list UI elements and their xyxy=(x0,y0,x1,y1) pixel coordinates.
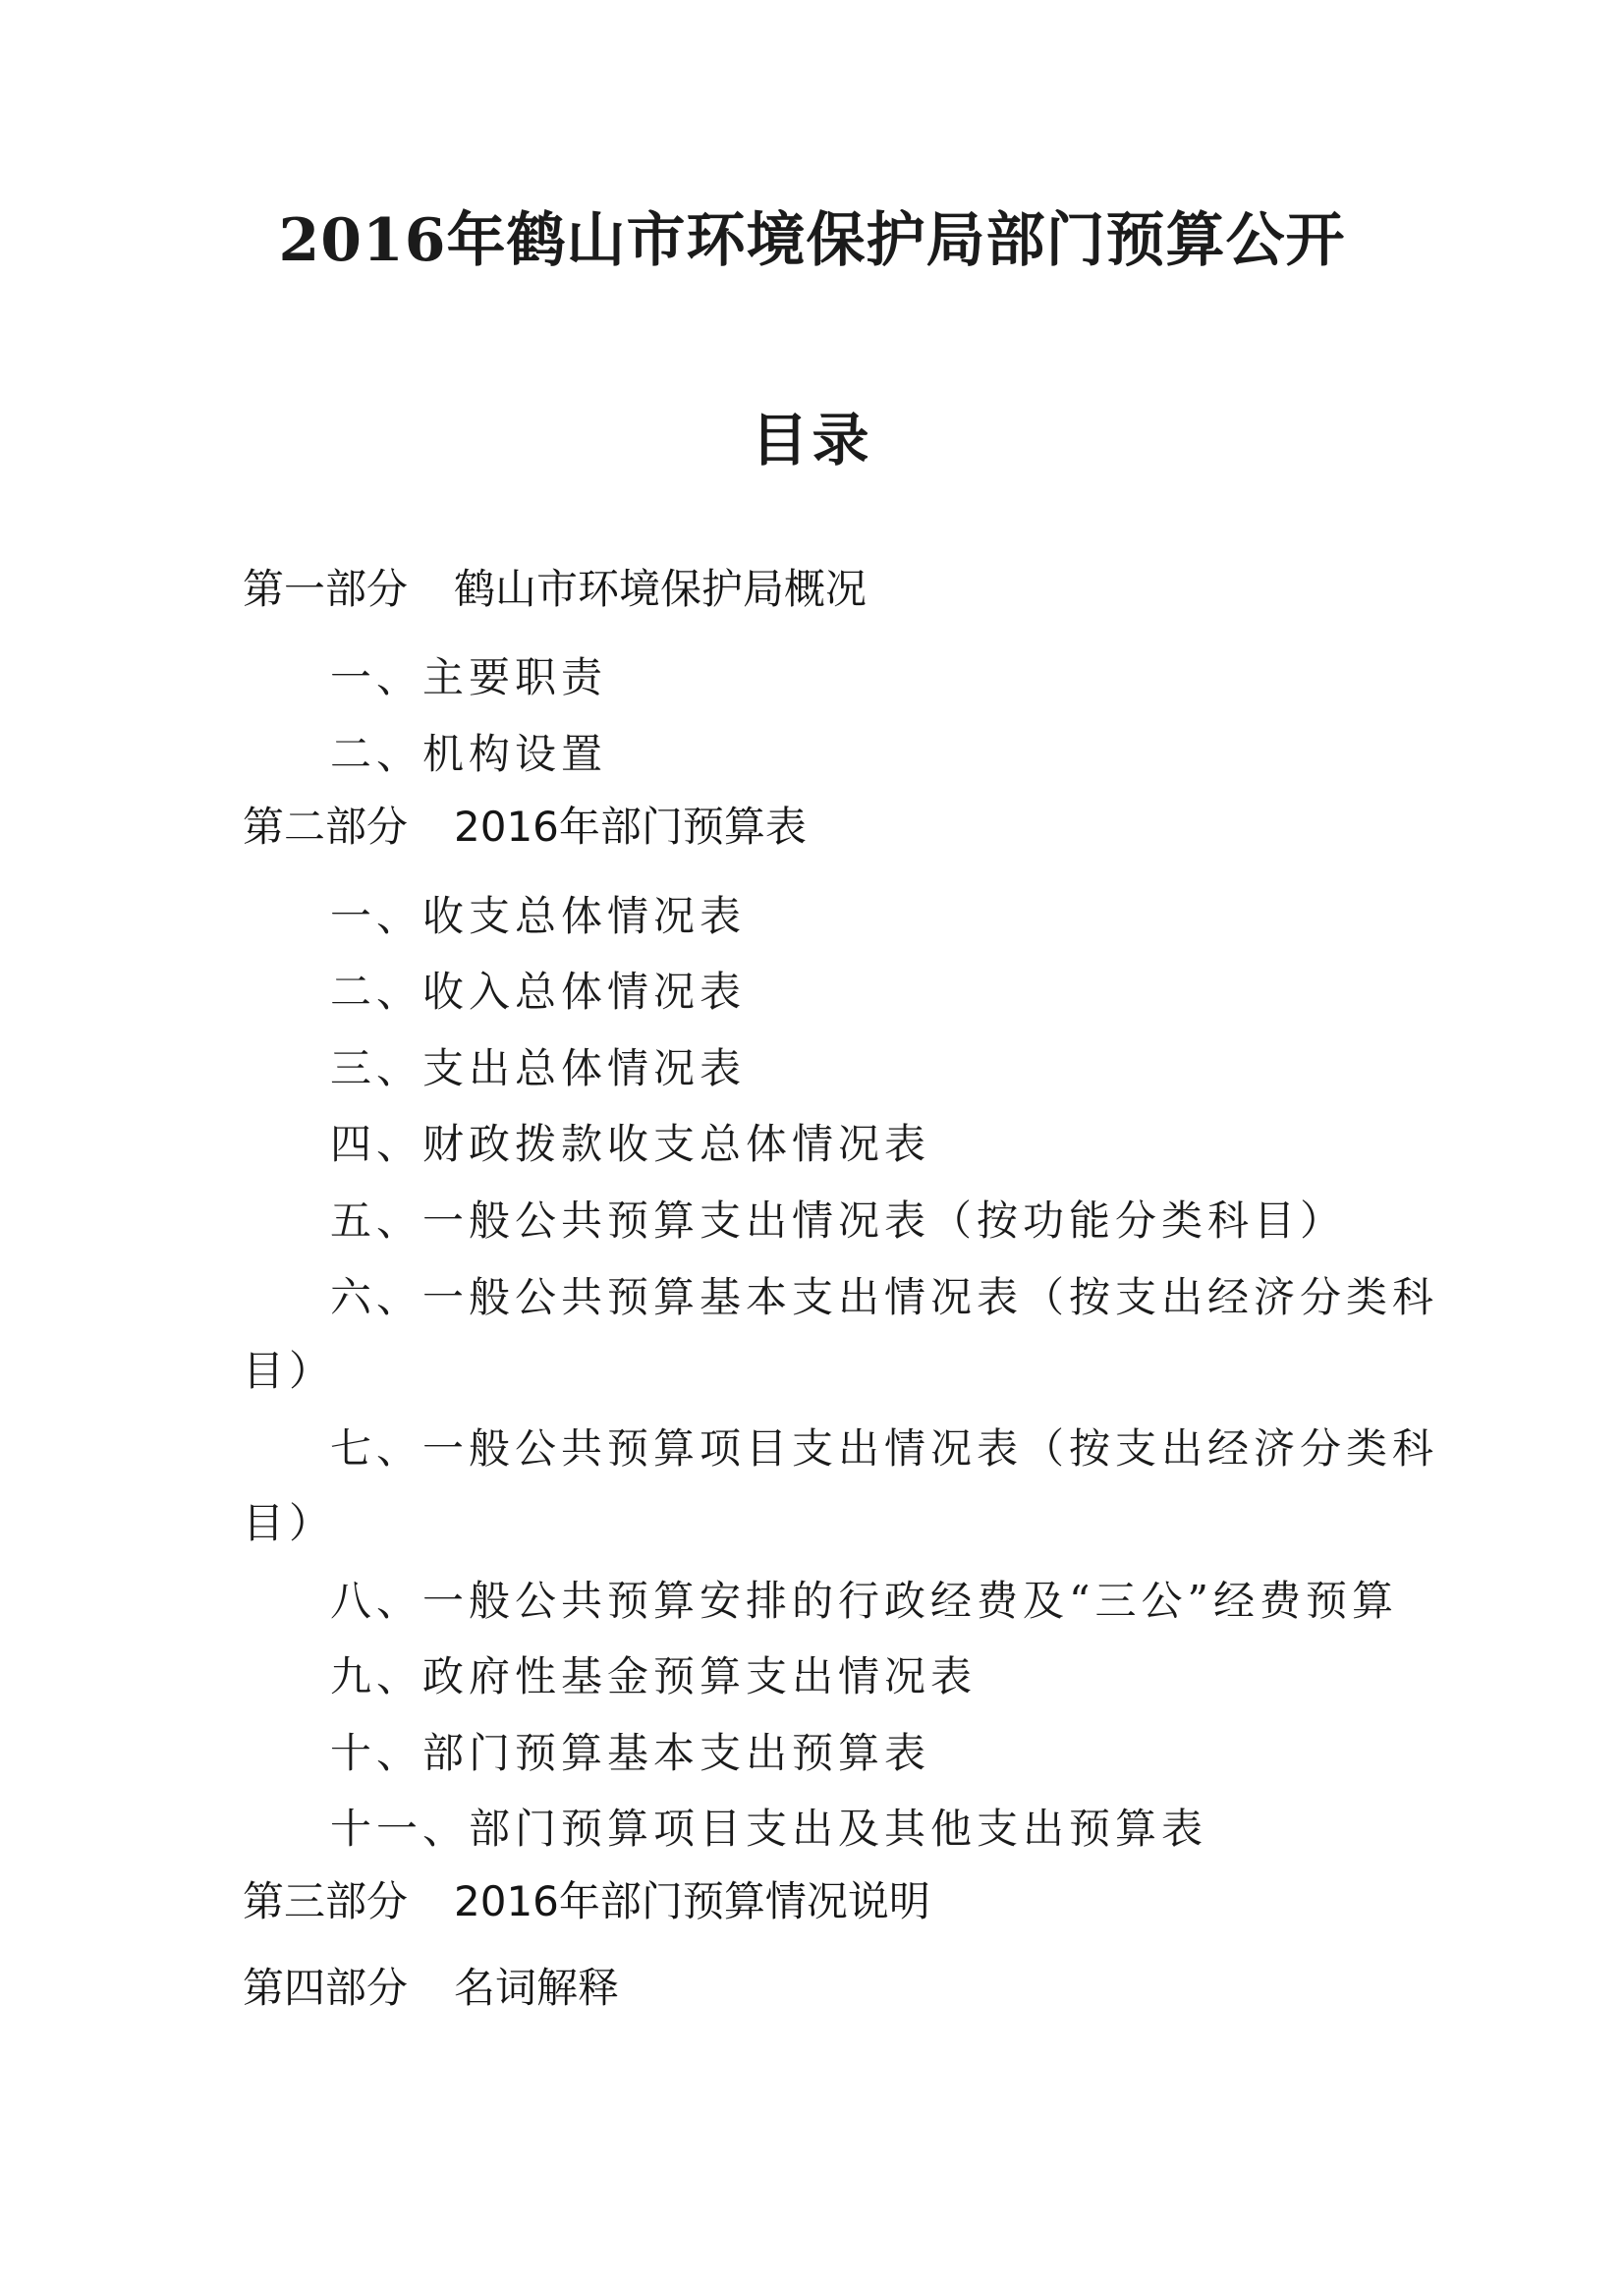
toc-item[interactable]: 八、一般公共预算安排的行政经费及“三公”经费预算 xyxy=(330,1577,1398,1625)
toc-item[interactable]: 十、部门预算基本支出预算表 xyxy=(330,1729,931,1777)
toc-item[interactable]: 一、收支总体情况表 xyxy=(330,892,747,940)
toc-item[interactable]: 二、机构设置 xyxy=(330,730,608,778)
toc-item[interactable]: 四、财政拨款收支总体情况表 xyxy=(330,1120,931,1168)
toc-item-continuation[interactable]: 目） xyxy=(243,1499,336,1547)
toc-item[interactable]: 二、收入总体情况表 xyxy=(330,968,747,1016)
toc-item-continuation[interactable]: 目） xyxy=(243,1347,336,1395)
toc-part-title: 鹤山市环境保护局概况 xyxy=(454,565,868,613)
toc-item[interactable]: 六、一般公共预算基本支出情况表（按支出经济分类科 xyxy=(330,1273,1439,1321)
toc-part-label: 第一部分 xyxy=(243,565,409,613)
toc-item[interactable]: 十一、部门预算项目支出及其他支出预算表 xyxy=(330,1805,1208,1853)
toc-part-title: 2016年部门预算情况说明 xyxy=(454,1877,930,1925)
toc-part-label: 第四部分 xyxy=(243,1964,409,2012)
toc-part-title: 2016年部门预算表 xyxy=(454,803,807,851)
toc-part-1[interactable] xyxy=(243,560,867,619)
toc-item[interactable]: 一、主要职责 xyxy=(330,653,608,701)
toc-item[interactable]: 五、一般公共预算支出情况表（按功能分类科目） xyxy=(330,1197,1347,1245)
document-title: 2016年鹤山市环境保护局部门预算公开 xyxy=(278,206,1346,275)
toc-part-4[interactable] xyxy=(243,1959,619,2018)
toc-heading: 目录 xyxy=(751,407,873,473)
toc-part-2[interactable] xyxy=(243,798,807,857)
toc-item[interactable]: 三、支出总体情况表 xyxy=(330,1044,747,1092)
toc-item[interactable]: 九、政府性基金预算支出情况表 xyxy=(330,1652,978,1700)
toc-part-label: 第三部分 xyxy=(243,1877,409,1925)
toc-part-title: 名词解释 xyxy=(454,1964,620,2012)
toc-item[interactable]: 七、一般公共预算项目支出情况表（按支出经济分类科 xyxy=(330,1424,1439,1473)
toc-part-3[interactable] xyxy=(243,1872,930,1931)
toc-part-label: 第二部分 xyxy=(243,803,409,851)
